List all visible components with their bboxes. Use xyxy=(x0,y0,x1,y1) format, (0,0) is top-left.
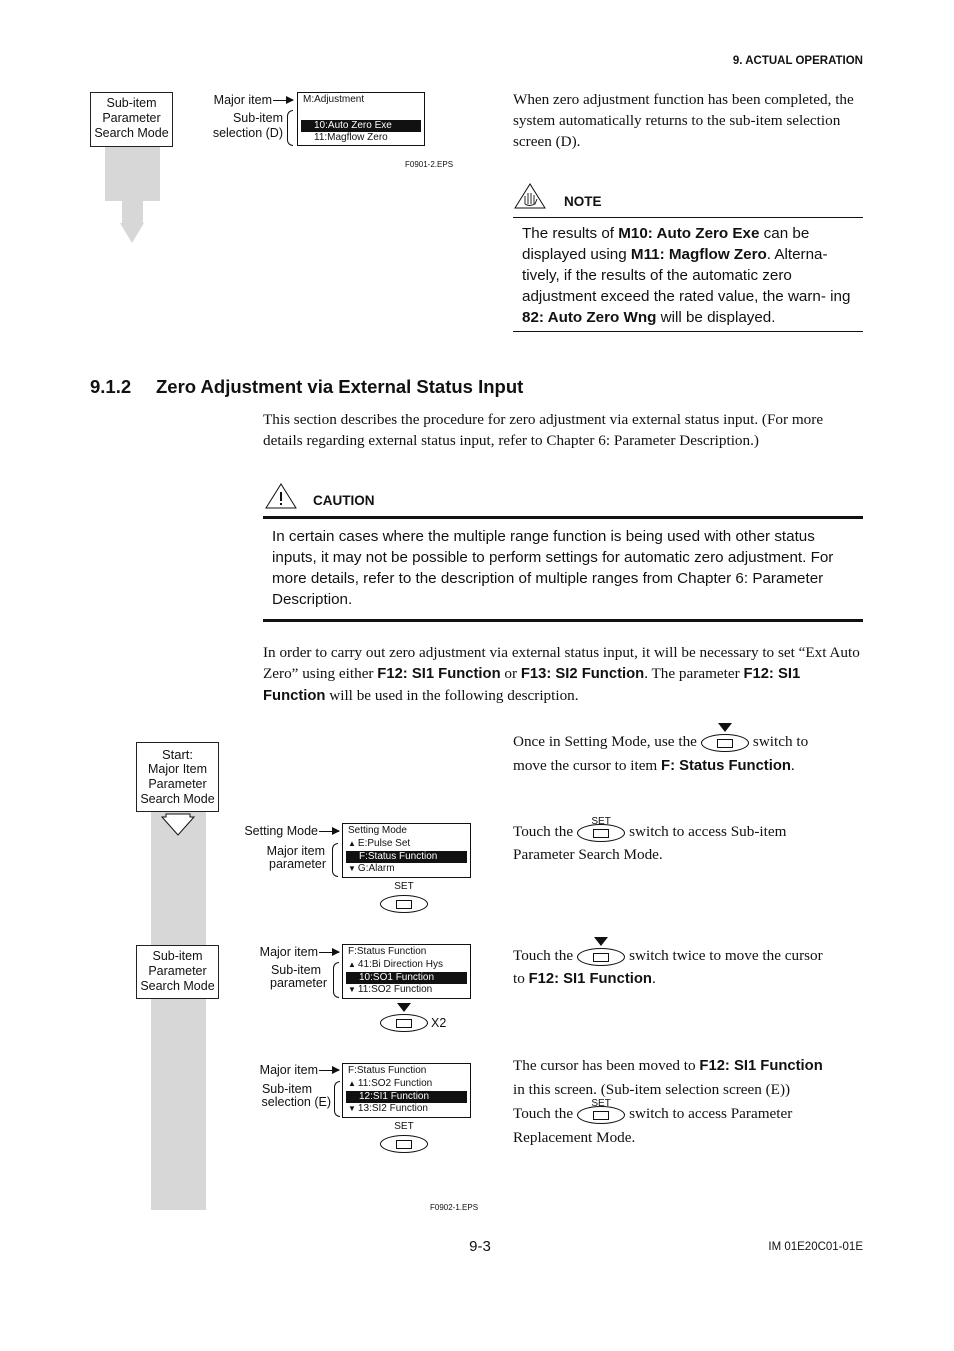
note-title: NOTE xyxy=(564,194,602,209)
hand-icon xyxy=(514,183,546,209)
label-major-item: Major item xyxy=(213,93,272,107)
box-line: Start: xyxy=(161,747,194,762)
step-text: Once in Setting Mode, use the xyxy=(513,733,697,750)
label-sub-item: Sub-item xyxy=(270,963,321,977)
step-bold: F12: SI1 Function xyxy=(528,971,652,987)
lcd-screen-sub-item-selection-e xyxy=(342,1063,471,1118)
note-text: can be displayed using xyxy=(522,225,810,263)
lcd-screen-d xyxy=(297,92,425,146)
note-text: . Alterna- tively, if the results of the automatic zero adjustment exceed the rated value, the warn- ing xyxy=(522,246,851,305)
lcd-text: G:Alarm xyxy=(357,863,395,875)
step-text: switch to xyxy=(752,733,809,750)
figure-file-name: F0902-1.EPS xyxy=(430,1203,479,1212)
step-text: switch to access Parameter xyxy=(629,1105,793,1122)
step-2 xyxy=(513,815,863,866)
box-line: Parameter xyxy=(102,111,161,125)
label-selection-e: selection (E) xyxy=(261,1095,331,1109)
down-arrow-icon xyxy=(348,863,358,874)
step-text: Touch the xyxy=(513,947,574,964)
major-item-arrow xyxy=(319,952,339,953)
set-key-label: SET xyxy=(394,1121,414,1133)
lcd-text: 13:SI2 Function xyxy=(357,1103,428,1115)
set-key-icon xyxy=(380,881,428,913)
lcd-line-cursor: 12:SI1 Function xyxy=(346,1091,467,1104)
body-text: In order to carry out zero adjustment via external status input, it will be necessary to set “Ext Auto Zero” using either xyxy=(263,644,860,682)
step-text: in this screen. (Sub-item selection screen (E)) xyxy=(513,1081,791,1098)
label-major-item: Major item xyxy=(259,1063,318,1077)
lcd-line xyxy=(343,863,470,876)
flow-bar xyxy=(151,812,206,1210)
lcd-line: M:Adjustment xyxy=(303,94,365,105)
lcd-line xyxy=(343,984,470,997)
box-line: Sub-item xyxy=(106,96,157,110)
box-line: Search Mode xyxy=(140,979,215,993)
step-text: switch twice to move the cursor xyxy=(629,947,823,964)
lcd-text: 11:SO2 Function xyxy=(357,1077,433,1089)
caution-text: In certain cases where the multiple range function is being used with other status inputs, it may not be possible to perform settings for automatic zero adjustment. For more details, refer to the description of multiple ranges from Chapter 6: Parameter Description. xyxy=(272,528,834,608)
lcd-text: 11:SO2 Function xyxy=(357,984,433,996)
down-key-icon xyxy=(577,948,625,966)
label-major-item: Major item xyxy=(259,945,318,959)
up-arrow-icon xyxy=(348,959,358,970)
note-bold: 82: Auto Zero Wng xyxy=(522,309,657,326)
brace xyxy=(287,110,293,146)
major-item-arrow xyxy=(319,1070,339,1071)
body-text: or xyxy=(500,665,521,682)
set-key-label: SET xyxy=(591,815,611,827)
down-key-icon xyxy=(701,734,749,752)
box-line: Parameter xyxy=(148,964,207,978)
lcd-line: 11:Magflow Zero xyxy=(314,132,388,144)
step-bold: F: Status Function xyxy=(661,758,791,774)
sub-item-search-mode-box xyxy=(136,945,219,999)
set-key xyxy=(380,1121,428,1153)
lcd-line: F:Status Function xyxy=(348,1065,427,1076)
flow-arrow-shaft xyxy=(122,201,143,223)
brace xyxy=(334,1081,340,1117)
lcd-text: 41:Bi Direction Hys xyxy=(357,958,443,970)
label-major-item: Major item xyxy=(266,844,325,858)
box-line: Parameter xyxy=(148,777,207,791)
set-key-label: SET xyxy=(394,881,414,893)
caution-rule-bottom xyxy=(263,619,863,622)
step-3 xyxy=(513,944,863,991)
body-paragraph xyxy=(263,642,863,707)
lcd-line-cursor: 10:Auto Zero Exe xyxy=(301,120,421,133)
set-key-icon xyxy=(380,1121,428,1153)
down-arrow-icon xyxy=(348,1103,358,1114)
warning-icon xyxy=(265,483,297,509)
note-bold: M11: Magflow Zero xyxy=(630,246,767,263)
caution-rule-top xyxy=(263,516,863,519)
down-triangle-icon xyxy=(397,1003,411,1012)
step-text: Parameter Search Mode. xyxy=(513,846,663,863)
step-text: switch to access Sub-item xyxy=(629,823,787,840)
body-text: . The parameter xyxy=(644,665,744,682)
label-parameter: parameter xyxy=(269,857,326,871)
down-key xyxy=(380,1014,428,1032)
body-text: will be used in the following description. xyxy=(325,687,579,704)
set-key-icon xyxy=(577,1097,625,1124)
flow-arrow-head xyxy=(120,223,144,243)
section-title: Zero Adjustment via External Status Input xyxy=(156,376,524,397)
completion-text: When zero adjustment function has been completed, the system automatically returns to the sub-item selection screen (D). xyxy=(513,91,854,150)
label-setting-mode: Setting Mode xyxy=(244,824,318,838)
box-line: Search Mode xyxy=(94,126,169,140)
lcd-blank xyxy=(298,107,424,120)
section-number: 9.1.2 xyxy=(90,376,132,397)
page-number: 9-3 xyxy=(469,1238,491,1255)
lcd-text: E:Pulse Set xyxy=(357,837,411,849)
lcd-screen-sub-item-param xyxy=(342,944,471,999)
body-bold: F12: SI1 Function xyxy=(377,666,501,682)
box-line: Major Item xyxy=(147,762,208,776)
down-triangle-icon xyxy=(718,723,732,732)
step-text: Touch the xyxy=(513,1105,574,1122)
set-key-label: SET xyxy=(591,1097,611,1109)
step-bold: F12: SI1 Function xyxy=(699,1058,823,1074)
note-text: will be displayed. xyxy=(656,309,776,326)
step-text: . xyxy=(790,757,795,774)
step-4 xyxy=(513,1054,863,1150)
set-key xyxy=(380,881,428,913)
setting-mode-arrow xyxy=(319,831,339,832)
box-line: Search Mode xyxy=(140,792,215,806)
body-bold: F13: SI2 Function xyxy=(520,666,645,682)
lcd-line: F:Status Function xyxy=(348,946,427,957)
note-rule-bottom xyxy=(513,331,863,332)
lcd-line xyxy=(343,1078,470,1091)
box-line: Sub-item xyxy=(152,949,203,963)
flow-bar xyxy=(105,146,160,201)
step-text: to xyxy=(513,970,529,987)
up-arrow-icon xyxy=(348,838,358,849)
running-header: 9. ACTUAL OPERATION xyxy=(732,55,863,67)
label-sub-item: Sub-item xyxy=(232,111,283,125)
step-1 xyxy=(513,730,863,778)
caution-title: CAUTION xyxy=(313,493,375,508)
down-key-icon xyxy=(380,1014,428,1032)
step-text: The cursor has been moved to xyxy=(513,1057,700,1074)
set-key-icon xyxy=(577,815,625,842)
label-parameter: parameter xyxy=(270,976,327,990)
label-selection-d: selection (D) xyxy=(212,126,283,140)
lcd-line-cursor: 10:SO1 Function xyxy=(346,972,467,985)
brace xyxy=(333,962,339,998)
down-arrow-outline xyxy=(160,813,196,837)
step-text: Replacement Mode. xyxy=(513,1129,636,1146)
step-text: move the cursor to item xyxy=(513,757,662,774)
body-bold: F12: SI1 Function xyxy=(263,666,801,704)
lcd-screen-setting-mode xyxy=(342,823,471,878)
lcd-line xyxy=(343,838,470,851)
note-bold: M10: Auto Zero Exe xyxy=(618,225,760,242)
times-two: X2 xyxy=(431,1016,447,1030)
section-intro: This section describes the procedure for zero adjustment via external status input. (For more details regarding external status input, refer to Chapter 6: Parameter Description.) xyxy=(263,411,824,449)
lcd-line: Setting Mode xyxy=(348,825,407,836)
start-box xyxy=(136,742,219,812)
up-arrow-icon xyxy=(348,1078,358,1089)
note-text: The results of xyxy=(522,225,619,242)
sub-item-search-mode-box xyxy=(90,92,173,147)
step-text: . xyxy=(651,970,656,987)
brace xyxy=(332,843,338,877)
lcd-line xyxy=(343,959,470,972)
lcd-line xyxy=(343,1103,470,1116)
label-sub-item: Sub-item xyxy=(261,1082,312,1096)
lcd-line-cursor: F:Status Function xyxy=(346,851,467,864)
document-id: IM 01E20C01-01E xyxy=(768,1241,863,1253)
down-arrow-icon xyxy=(348,984,358,995)
figure-file-name: F0901-2.EPS xyxy=(405,160,454,169)
down-triangle-icon xyxy=(594,937,608,946)
note-rule-top xyxy=(513,217,863,218)
major-item-arrow xyxy=(273,100,293,101)
note-body xyxy=(522,223,862,328)
step-text: Touch the xyxy=(513,823,574,840)
